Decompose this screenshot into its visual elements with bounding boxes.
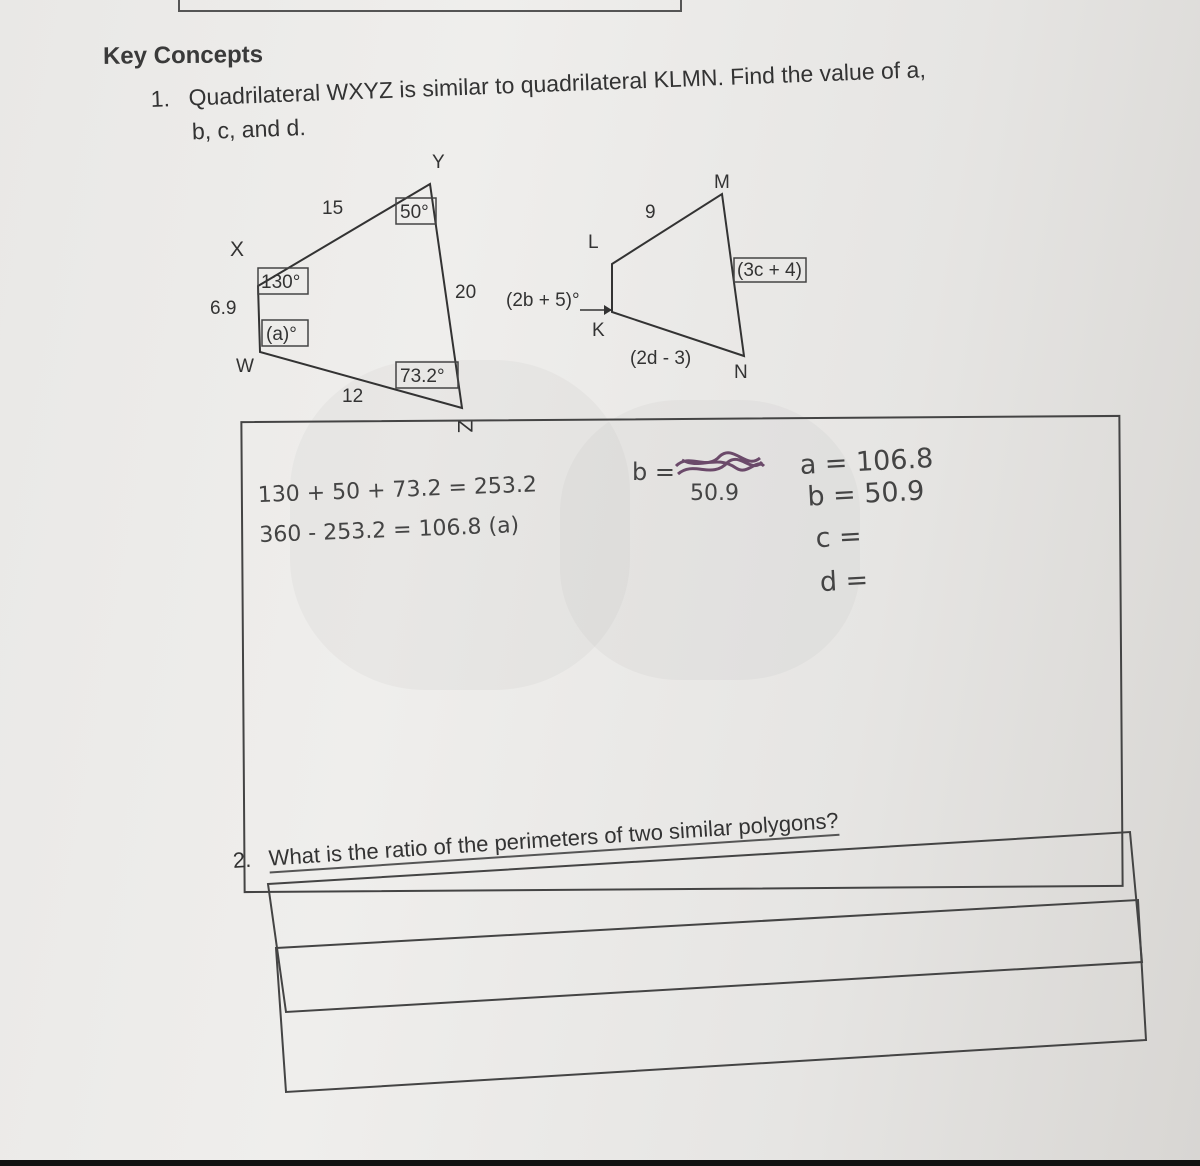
question-2-number: 2. bbox=[232, 846, 252, 873]
question-1-number: 1. bbox=[150, 85, 171, 112]
vertex-m-label: M bbox=[714, 172, 730, 193]
angle-w-label: (a)° bbox=[266, 324, 297, 345]
question-2-text: What is the ratio of the perimeters of two similar polygons? bbox=[268, 808, 840, 874]
work-line-2: 360 - 253.2 = 106.8 (a) bbox=[258, 513, 520, 549]
side-kn-label: (2d - 3) bbox=[630, 348, 692, 369]
answer-d: d = bbox=[819, 564, 870, 599]
vertex-l-label: L bbox=[588, 232, 599, 253]
angle-k-label: (2b + 5)° bbox=[506, 290, 580, 311]
answer-c: c = bbox=[814, 520, 863, 555]
angle-y-label: 50° bbox=[400, 202, 429, 223]
angle-x-label: 130° bbox=[261, 272, 301, 293]
vertex-w-label: W bbox=[236, 356, 254, 377]
side-wz-label: 12 bbox=[342, 386, 364, 407]
work-b-label: b = bbox=[632, 458, 675, 486]
vertex-y-label: Y bbox=[432, 152, 445, 173]
answer-b: b = 50.9 bbox=[806, 475, 926, 513]
side-xy-label: 15 bbox=[322, 198, 344, 219]
side-yz-label: 20 bbox=[455, 282, 477, 303]
vertex-x-label: X bbox=[230, 238, 245, 261]
side-lm-label: 9 bbox=[645, 202, 656, 223]
vertex-z-label: Z bbox=[453, 420, 476, 433]
page-bottom-edge bbox=[0, 1160, 1200, 1166]
work-line-1: 130 + 50 + 73.2 = 253.2 bbox=[257, 472, 538, 509]
question-1-line-1: Quadrilateral WXYZ is similar to quadrilateral KLMN. Find the value of a, bbox=[188, 56, 927, 111]
question-1-line-2: b, c, and d. bbox=[191, 114, 307, 145]
section-heading: Key Concepts bbox=[102, 41, 264, 70]
angle-z-label: 73.2° bbox=[400, 366, 445, 387]
answer-a: a = 106.8 bbox=[798, 443, 935, 481]
vertex-k-label: K bbox=[592, 320, 605, 341]
side-wx-label: 6.9 bbox=[210, 298, 237, 319]
vertex-n-label: N bbox=[734, 362, 748, 383]
work-b-value: 50.9 bbox=[690, 481, 739, 506]
side-mn-label: (3c + 4) bbox=[737, 260, 802, 281]
